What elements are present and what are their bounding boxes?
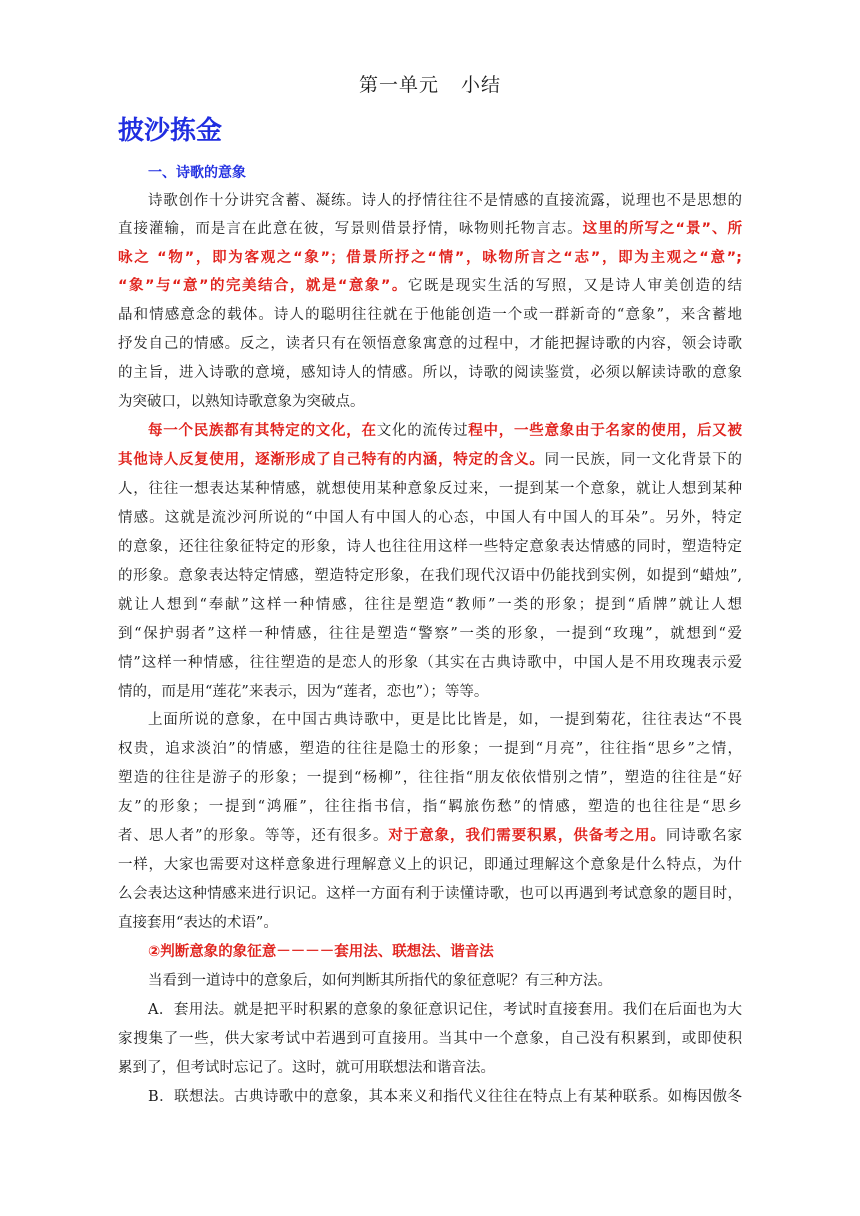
paragraph-line: 当看到一道诗中的意象后，如何判断其所指代的象征意呢？有三种方法。 <box>148 973 612 989</box>
paragraph-line: 晶和情感意念的载体。诗人的聪明往往就在于他能创造一个或一群新奇的“意象”，来含蓄地 <box>118 307 742 323</box>
paragraph-line: 情的，而是用“莲花”来表示，因为“莲者，恋也”）；等等。 <box>118 684 489 700</box>
paragraph-line: 为突破口，以熟知诗歌意象为突破点。 <box>118 394 365 410</box>
paragraph-line: A．套用法。就是把平时积累的意象的象征意识记住，考试时直接套用。我们在后面也为大 <box>148 1002 742 1018</box>
page-title: 第一单元 小结 <box>358 74 502 96</box>
paragraph-line: 权贵，追求淡泊”的情感，塑造的往往是隐士的形象；一提到“月亮”，往往指“思乡”之情， <box>118 741 742 757</box>
paragraph-line: “象”与“意”的完美结合，就是“意象”。它既是现实生活的写照，又是诗人审美创造的结 <box>118 278 742 294</box>
paragraph-line: 一样，大家也需要对这样意象进行理解意义上的识记，即通过理解这个意象是什么特点，为什 <box>118 857 742 873</box>
paragraph-line: 上面所说的意象，在中国古典诗歌中，更是比比皆是，如，一提到菊花，往往表达“不畏 <box>148 712 742 728</box>
paragraph-line-emphasis: 咏之 “物”，即为客观之“象”；借景所抒之“情”，咏物所言之“志”，即为主观之“意”; <box>118 250 742 266</box>
section-heading: 披沙拣金 <box>118 116 223 146</box>
paragraph-line: 塑造的往往是游子的形象；一提到“杨柳”，往往指“朋友依依惜别之情”，塑造的往往是“好 <box>118 770 742 786</box>
paragraph-line: 者、思人者”的形象。等等，还有很多。对于意象，我们需要积累，供备考之用。同诗歌名家 <box>118 828 743 844</box>
paragraph-line: 其他诗人反复使用，逐渐形成了自己特有的内涵，特定的含义。同一民族，同一文化背景下的 <box>118 452 743 468</box>
subsection-heading-imagery: 一、诗歌的意象 <box>148 165 246 181</box>
paragraph-line: 就让人想到“奉献”这样一种情感，往往是塑造“教师”一类的形象；提到“盾牌”就让人想 <box>118 597 742 613</box>
paragraph-line: 直接套用“表达的术语”。 <box>118 915 278 931</box>
paragraph-line: 的主旨，进入诗歌的意境，感知诗人的情感。所以，诗歌的阅读鉴赏，必须以解读诗歌的意象 <box>118 365 742 381</box>
paragraph-line: 到“保护弱者”这样一种情感，往往是塑造“警察”一类的形象，一提到“玫瑰”，就想到“爱 <box>118 626 742 642</box>
subsection-heading-symbolism: ②判断意象的象征意－－－－套用法、联想法、谐音法 <box>148 944 494 960</box>
paragraph-line: B．联想法。古典诗歌中的意象，其本来义和指代义往往在特点上有某种联系。如梅因傲冬 <box>148 1089 742 1105</box>
paragraph-line: 情”这样一种情感，往往塑造的是恋人的形象（其实在古典诗歌中，中国人是不用玫瑰表示爱 <box>118 655 742 671</box>
paragraph-line: 累到了，但考试时忘记了。这时，就可用联想法和谐音法。 <box>118 1060 495 1076</box>
paragraph-line: 抒发自己的情感。反之，读者只有在领悟意象寓意的过程中，才能把握诗歌的内容，领会诗歌 <box>118 336 742 352</box>
paragraph-line: 诗歌创作十分讲究含蓄、凝练。诗人的抒情往往不是情感的直接流露，说理也不是思想的 <box>148 193 742 209</box>
paragraph-line-emphasis: 每一个民族都有其特定的文化，在文化的流传过程中，一些意象由于名家的使用，后又被 <box>148 423 742 439</box>
paragraph-line: 人，往往一想表达某种情感，就想使用某种意象反过来，一提到某一个意象，就让人想到某种 <box>118 481 742 497</box>
paragraph-line: 友”的形象；一提到“鸿雁”，往往指书信，指“羁旅伤愁”的情感，塑造的也往往是“思乡 <box>118 799 742 815</box>
paragraph-line: 的意象，还往往象征特定的形象，诗人也往往用这样一些特定意象表达情感的同时，塑造特定 <box>118 539 742 555</box>
paragraph-line: 的形象。意象表达特定情感，塑造特定形象，在我们现代汉语中仍能找到实例，如提到“蜡烛”, <box>118 568 742 584</box>
paragraph-line: 直接灌输，而是言在此意在彼，写景则借景抒情，咏物则托物言志。这里的所写之“景”、所 <box>118 221 742 237</box>
paragraph-line: 么会表达这种情感来进行识记。这样一方面有利于读懂诗歌，也可以再遇到考试意象的题目时， <box>118 886 742 902</box>
paragraph-line: 家搜集了一些，供大家考试中若遇到可直接用。当其中一个意象，自己没有积累到，或即使积 <box>118 1031 742 1047</box>
paragraph-line: 情感。这就是流沙河所说的“中国人有中国人的心态，中国人有中国人的耳朵”。另外，特定 <box>118 510 742 526</box>
